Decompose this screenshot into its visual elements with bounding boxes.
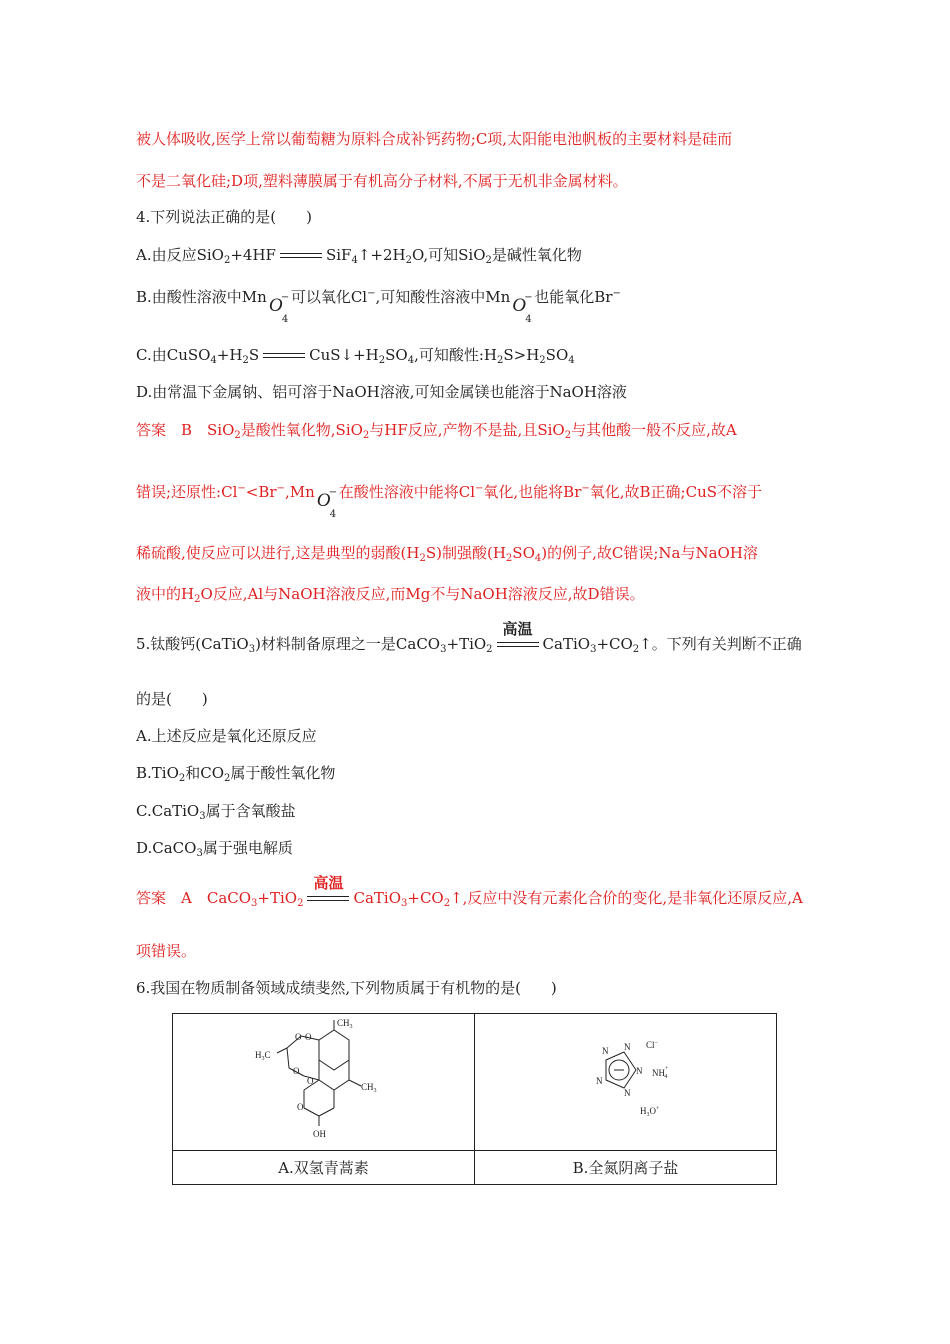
svg-text:N: N: [623, 1088, 630, 1098]
permanganate-ion: O 4 −: [268, 292, 290, 325]
svg-text:O: O: [294, 1031, 301, 1042]
q5-option-a: A.上述反应是氧化还原反应: [136, 727, 317, 745]
svg-text:N: N: [601, 1046, 608, 1056]
option-a-label: A.双氢青蒿素: [173, 1151, 475, 1185]
q5-option-b: B.TiO$_2$和$CO_2$属于酸性氧化物: [136, 764, 336, 784]
svg-text:NH+4: NH+ 4: [651, 1066, 668, 1080]
q4-answer-line-1: 答案 B SiO$_2$是酸性氧化物,SiO$_2$与HF反应,产物不是盐,且SiO$_2$与其他酸一般不反应,故A: [136, 421, 737, 441]
q5-answer-line-1: 答案 A CaCO$_3$+TiO$_2$ 高温 $CaTiO_3+CO_2↑$,反应中没有元素化合价的变化,是非氧化还原反应,A: [136, 874, 803, 909]
option-b-structure-cell: [475, 1014, 777, 1151]
q6-stem: 6.我国在物质制备领域成绩斐然,下列物质属于有机物的是( ): [136, 979, 557, 997]
option-a-structure-cell: [173, 1014, 475, 1151]
q4-option-d: D.由常温下金属钠、铝可溶于NaOH溶液,可知金属镁也能溶于NaOH溶液: [136, 383, 627, 401]
option-b-label: B.全氮阴离子盐: [475, 1151, 777, 1185]
equals-sign: [280, 250, 322, 262]
q3-answer-line-1: 被人体吸收,医学上常以葡萄糖为原料合成补钙药物;C项,太阳能电池帆板的主要材料是硅而: [136, 130, 733, 148]
equals-sign-high-temp: 高温: [307, 893, 349, 905]
svg-text:CH3: $CH_3$: [336, 1017, 353, 1030]
q4-option-b: B.由酸性溶液中Mn O 4 − 可以氧化Cl−,可知酸性溶液中Mn O 4 − 也能氧化Br−: [136, 284, 621, 324]
svg-text:O: O: [306, 1075, 313, 1086]
q5-stem: 5.钛酸钙(CaTiO$_3$)材料制备原理之一是CaCO$_3$+TiO$_2$ 高温 $CaTiO_3+CO_2↑$。下列有关判断不正确: [136, 620, 802, 655]
svg-text:N: N: [635, 1066, 642, 1076]
q5-answer-line-2: 项错误。: [136, 942, 197, 960]
equals-sign: [263, 350, 305, 362]
svg-text:O: O: [292, 1065, 299, 1076]
q4-answer-line-4: 液中的$H_2O$反应,Al与NaOH溶液反应,而Mg不与NaOH溶液反应,故D错误。: [136, 585, 645, 605]
q5-stem-2: 的是( ): [136, 690, 208, 708]
svg-text:Cl−: Cl−: [645, 1040, 658, 1050]
q6-options-table: [172, 1013, 777, 1185]
pentazolate-salt-structure: [566, 1030, 686, 1130]
svg-text:O: O: [304, 1031, 311, 1042]
permanganate-ion: O 4 −: [512, 292, 533, 325]
svg-text:OH: OH: [312, 1128, 326, 1139]
q3-answer-line-2: 不是二氧化硅;D项,塑料薄膜属于有机高分子材料,不属于无机非金属材料。: [136, 172, 628, 190]
q4-option-a: A.由反应SiO$_2$+4HF $SiF_4↑+2H_2O$,可知SiO$_2$是碱性氧化物: [136, 246, 582, 266]
svg-text:H3O+: $H_3O^+$: [639, 1106, 659, 1118]
svg-text:O: O: [296, 1101, 303, 1112]
q4-option-c: C.由$CuSO_4+H_2S$ $CuS↓+H_2SO_4$,可知酸性$:H_2S>H_2SO_4$: [136, 346, 575, 366]
equals-sign-high-temp: 高温: [497, 639, 539, 651]
q4-stem: 4.下列说法正确的是( ): [136, 208, 313, 226]
q4-answer-line-2: 错误;还原性:Cl−<Br−,Mn O 4 − 在酸性溶液中能将Cl−氧化,也能将Br−氧化,故B正确;CuS不溶于: [136, 479, 762, 519]
dihydroartemisinin-structure: [249, 1018, 399, 1143]
svg-text:H3C: $H_3C$: [254, 1049, 271, 1062]
svg-text:CH3: $CH_3$: [360, 1081, 377, 1094]
svg-text:N: N: [623, 1042, 630, 1052]
q5-option-c: C.CaTiO$_3$属于含氧酸盐: [136, 802, 296, 822]
svg-text:N: N: [595, 1076, 602, 1086]
q5-option-d: D.CaCO$_3$属于强电解质: [136, 839, 293, 859]
permanganate-ion: O 4 −: [316, 487, 338, 520]
q4-answer-line-3: 稀硫酸,使反应可以进行,这是典型的弱酸$(H_2S)$制强酸$(H_2SO_4)$的例子,故C错误;Na与NaOH溶: [136, 544, 758, 564]
